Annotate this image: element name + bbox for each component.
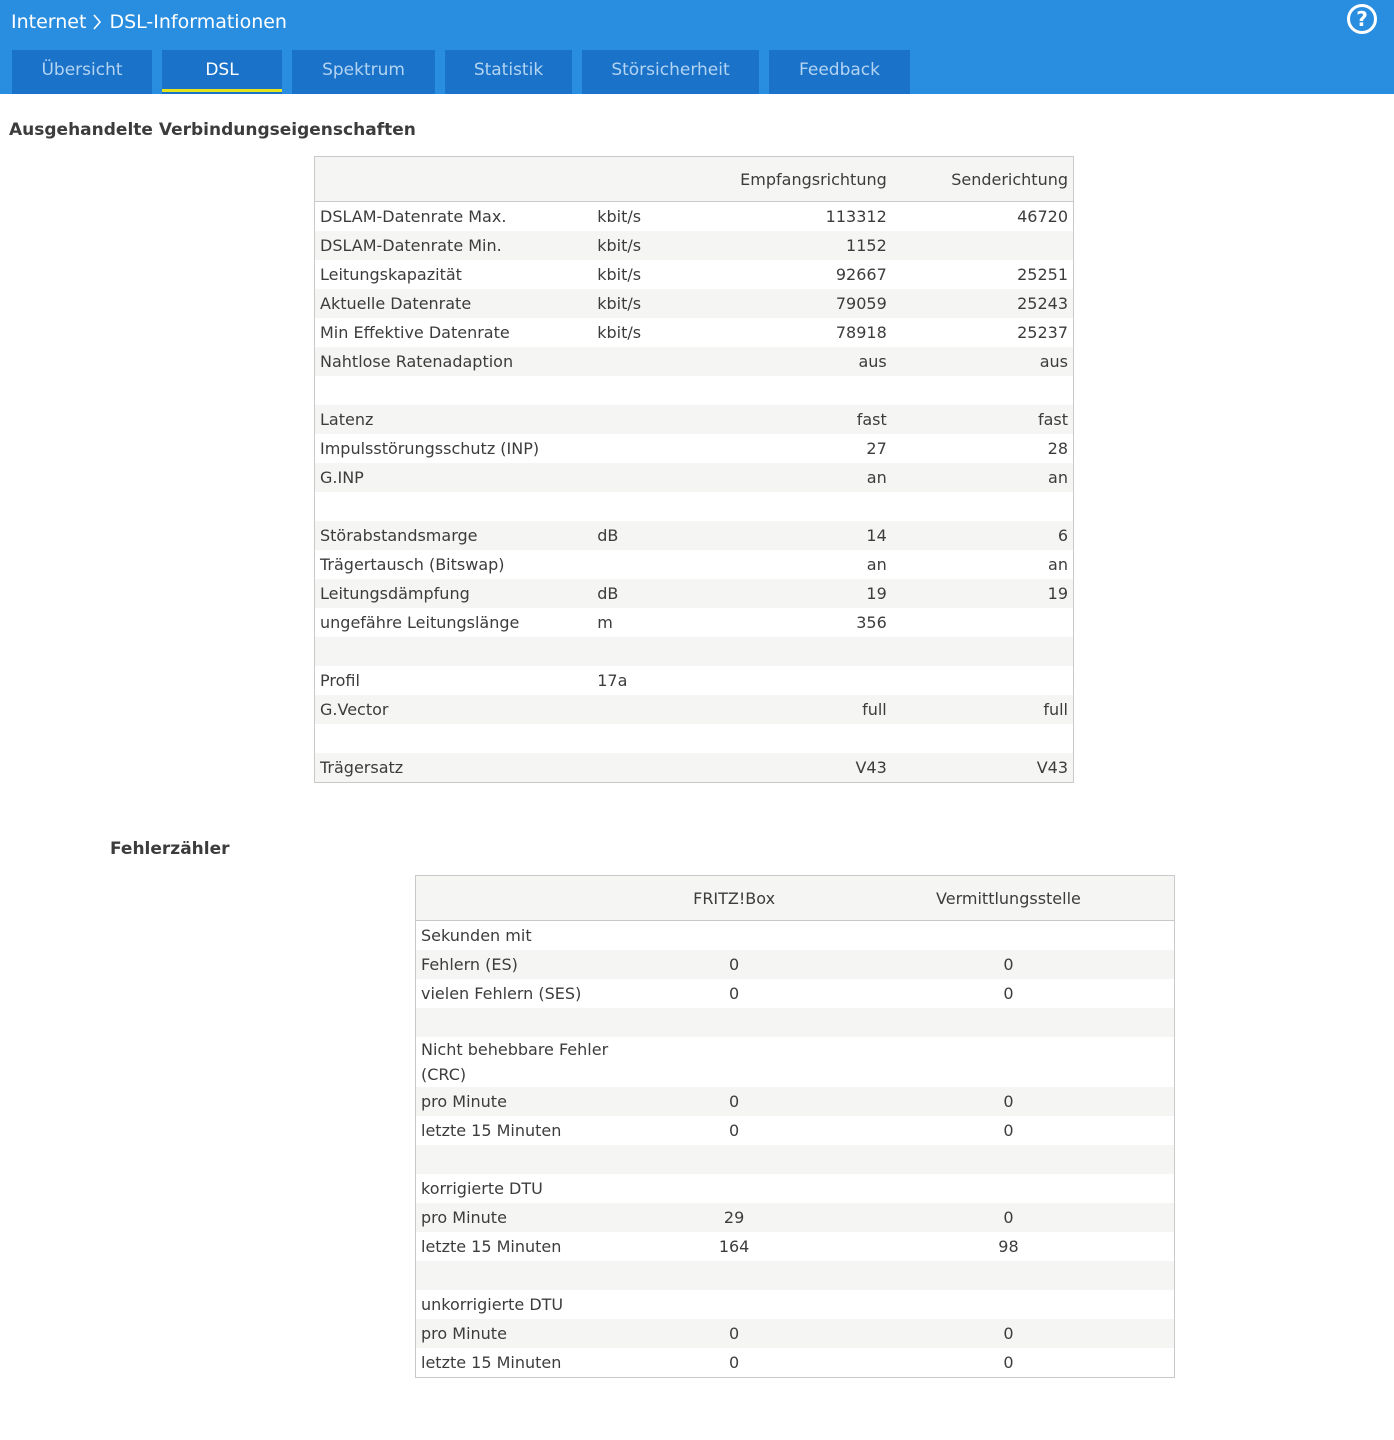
table-cell: kbit/s: [592, 202, 692, 232]
column-header: [416, 876, 626, 921]
table-cell: [625, 1290, 843, 1319]
table-cell: an: [692, 463, 892, 492]
table-cell: Leitungsdämpfung: [315, 579, 593, 608]
table-cell: [416, 1261, 626, 1290]
table-row: [416, 921, 1175, 951]
table-cell: 164: [625, 1232, 843, 1261]
table-cell: 0: [843, 1203, 1175, 1232]
table-cell: 28: [892, 434, 1074, 463]
table-cell: 78918: [692, 318, 892, 347]
table-row: [315, 492, 1074, 521]
connection-properties-table: [314, 156, 1074, 783]
table-cell: 1152: [692, 231, 892, 260]
table-cell: [625, 1008, 843, 1037]
column-header-fritzbox: FRITZ!Box: [625, 876, 843, 921]
table-cell: an: [692, 550, 892, 579]
table-cell: 6: [892, 521, 1074, 550]
table-row: [315, 608, 1074, 637]
tab-feedback[interactable]: Feedback: [769, 50, 910, 94]
table-cell: 25237: [892, 318, 1074, 347]
table-cell: G.INP: [315, 463, 593, 492]
table-cell: 0: [625, 950, 843, 979]
table-cell: [315, 492, 593, 521]
table-row: [315, 289, 1074, 318]
table-row: [315, 202, 1074, 232]
table-cell: 0: [843, 1116, 1175, 1145]
table-cell: [592, 463, 692, 492]
table-cell: 79059: [692, 289, 892, 318]
table-cell: [892, 231, 1074, 260]
table-cell: kbit/s: [592, 231, 692, 260]
table-cell: [843, 921, 1175, 951]
table-cell: Sekunden mit: [416, 921, 626, 951]
table-cell: 0: [843, 1087, 1175, 1116]
errors-section-title: Fehlerzähler: [110, 839, 230, 859]
table-cell: 14: [692, 521, 892, 550]
table-cell: DSLAM-Datenrate Min.: [315, 231, 593, 260]
table-cell: [843, 1037, 1175, 1087]
table-cell: 0: [843, 950, 1175, 979]
breadcrumb-page: DSL-Informationen: [109, 11, 287, 33]
table-cell: kbit/s: [592, 318, 692, 347]
table-cell: 113312: [692, 202, 892, 232]
table-cell: [892, 637, 1074, 666]
table-cell: [315, 376, 593, 405]
table-cell: letzte 15 Minuten: [416, 1348, 626, 1378]
table-cell: 98: [843, 1232, 1175, 1261]
breadcrumb: [11, 8, 287, 36]
table-cell: 0: [625, 979, 843, 1008]
table-cell: dB: [592, 579, 692, 608]
table-cell: [592, 405, 692, 434]
table-cell: [592, 724, 692, 753]
table-cell: Impulsstörungsschutz (INP): [315, 434, 593, 463]
table-cell: unkorrigierte DTU: [416, 1290, 626, 1319]
table-cell: [692, 666, 892, 695]
table-row: [315, 666, 1074, 695]
table-cell: Aktuelle Datenrate: [315, 289, 593, 318]
table-cell: [592, 492, 692, 521]
table-cell: Störabstandsmarge: [315, 521, 593, 550]
table-cell: [892, 666, 1074, 695]
table-row: [315, 376, 1074, 405]
column-header-empfangsrichtung: Empfangsrichtung: [692, 157, 892, 202]
table-cell: 25251: [892, 260, 1074, 289]
table-row: [416, 1174, 1175, 1203]
table-row: [315, 753, 1074, 783]
table-row: [315, 637, 1074, 666]
table-cell: [625, 1174, 843, 1203]
table-cell: [892, 724, 1074, 753]
table-cell: [843, 1008, 1175, 1037]
table-cell: [843, 1145, 1175, 1174]
table-cell: 0: [843, 979, 1175, 1008]
table-row: [416, 1037, 1175, 1087]
table-cell: [692, 376, 892, 405]
table-cell: [692, 637, 892, 666]
table-row: [315, 521, 1074, 550]
table-cell: 0: [625, 1116, 843, 1145]
table-row: [315, 695, 1074, 724]
table-cell: G.Vector: [315, 695, 593, 724]
table-row: [416, 1145, 1175, 1174]
table-row: [416, 1008, 1175, 1037]
table-cell: V43: [692, 753, 892, 783]
table-cell: [416, 1008, 626, 1037]
table-row: [416, 1203, 1175, 1232]
table-row: [315, 579, 1074, 608]
tab-statistik[interactable]: Statistik: [445, 50, 572, 94]
tab-dsl[interactable]: DSL: [162, 50, 282, 94]
table-cell: 17a: [592, 666, 692, 695]
table-cell: Trägertausch (Bitswap): [315, 550, 593, 579]
table-cell: 25243: [892, 289, 1074, 318]
table-row: [315, 405, 1074, 434]
table-cell: [843, 1261, 1175, 1290]
table-cell: an: [892, 550, 1074, 579]
table-cell: m: [592, 608, 692, 637]
table-row: [416, 1116, 1175, 1145]
table-cell: full: [692, 695, 892, 724]
table-cell: Profil: [315, 666, 593, 695]
table-cell: Fehlern (ES): [416, 950, 626, 979]
error-counter-table: [415, 875, 1175, 1378]
connection-section-title: Ausgehandelte Verbindungseigenschaften: [9, 120, 416, 140]
table-cell: [592, 637, 692, 666]
table-cell: Latenz: [315, 405, 593, 434]
table-row: [416, 1290, 1175, 1319]
table-row: [315, 550, 1074, 579]
table-cell: [625, 1261, 843, 1290]
table-row: [315, 231, 1074, 260]
table-cell: Min Effektive Datenrate: [315, 318, 593, 347]
tab-spektrum[interactable]: Spektrum: [292, 50, 435, 94]
table-cell: [592, 695, 692, 724]
table-cell: V43: [892, 753, 1074, 783]
table-cell: [892, 492, 1074, 521]
table-cell: aus: [692, 347, 892, 376]
table-cell: [692, 492, 892, 521]
table-cell: [592, 550, 692, 579]
table-cell: [843, 1290, 1175, 1319]
table-cell: 0: [625, 1319, 843, 1348]
column-header: [592, 157, 692, 202]
table-row: [315, 347, 1074, 376]
table-cell: [625, 1037, 843, 1087]
column-header-vermittlungsstelle: Vermittlungsstelle: [843, 876, 1175, 921]
table-cell: 356: [692, 608, 892, 637]
table-cell: [692, 724, 892, 753]
table-cell: Nahtlose Ratenadaption: [315, 347, 593, 376]
table-cell: 0: [843, 1319, 1175, 1348]
table-row: [416, 1348, 1175, 1378]
table-cell: [843, 1174, 1175, 1203]
help-icon[interactable]: ?: [1347, 4, 1377, 34]
table-row: [416, 1087, 1175, 1116]
column-header: [315, 157, 593, 202]
table-cell: Nicht behebbare Fehler (CRC): [416, 1037, 626, 1087]
table-cell: [315, 724, 593, 753]
table-cell: 29: [625, 1203, 843, 1232]
table-row: [315, 724, 1074, 753]
table-cell: full: [892, 695, 1074, 724]
table-cell: 19: [692, 579, 892, 608]
table-cell: [315, 637, 593, 666]
table-cell: kbit/s: [592, 289, 692, 318]
table-row: [416, 1261, 1175, 1290]
table-cell: fast: [892, 405, 1074, 434]
tab-uebersicht[interactable]: Übersicht: [12, 50, 152, 94]
page-header: [0, 0, 1394, 94]
table-cell: [592, 376, 692, 405]
table-cell: Trägersatz: [315, 753, 593, 783]
table-row: [416, 1319, 1175, 1348]
table-cell: [625, 921, 843, 951]
table-cell: pro Minute: [416, 1319, 626, 1348]
breadcrumb-root[interactable]: Internet: [11, 11, 87, 33]
table-cell: Leitungskapazität: [315, 260, 593, 289]
table-cell: [892, 608, 1074, 637]
table-cell: [416, 1145, 626, 1174]
table-cell: 27: [692, 434, 892, 463]
table-cell: korrigierte DTU: [416, 1174, 626, 1203]
table-cell: DSLAM-Datenrate Max.: [315, 202, 593, 232]
table-cell: ungefähre Leitungslänge: [315, 608, 593, 637]
table-row: [416, 1232, 1175, 1261]
table-cell: dB: [592, 521, 692, 550]
table-cell: [592, 753, 692, 783]
table-cell: an: [892, 463, 1074, 492]
table-cell: fast: [692, 405, 892, 434]
table-header-row: [315, 157, 1074, 202]
column-header-senderichtung: Senderichtung: [892, 157, 1074, 202]
table-row: [315, 434, 1074, 463]
tab-stoersicherheit[interactable]: Störsicherheit: [582, 50, 759, 94]
table-row: [315, 260, 1074, 289]
chevron-right-icon: [92, 13, 102, 31]
table-cell: [592, 434, 692, 463]
table-cell: [892, 376, 1074, 405]
table-cell: 0: [843, 1348, 1175, 1378]
table-row: [416, 950, 1175, 979]
table-cell: 92667: [692, 260, 892, 289]
table-cell: 0: [625, 1087, 843, 1116]
table-header-row: [416, 876, 1175, 921]
table-cell: kbit/s: [592, 260, 692, 289]
table-cell: [625, 1145, 843, 1174]
table-cell: 46720: [892, 202, 1074, 232]
table-cell: pro Minute: [416, 1203, 626, 1232]
table-cell: pro Minute: [416, 1087, 626, 1116]
table-cell: [592, 347, 692, 376]
table-cell: aus: [892, 347, 1074, 376]
table-row: [315, 463, 1074, 492]
table-cell: letzte 15 Minuten: [416, 1116, 626, 1145]
table-cell: letzte 15 Minuten: [416, 1232, 626, 1261]
table-cell: 0: [625, 1348, 843, 1378]
table-row: [315, 318, 1074, 347]
table-cell: vielen Fehlern (SES): [416, 979, 626, 1008]
table-cell: 19: [892, 579, 1074, 608]
table-row: [416, 979, 1175, 1008]
